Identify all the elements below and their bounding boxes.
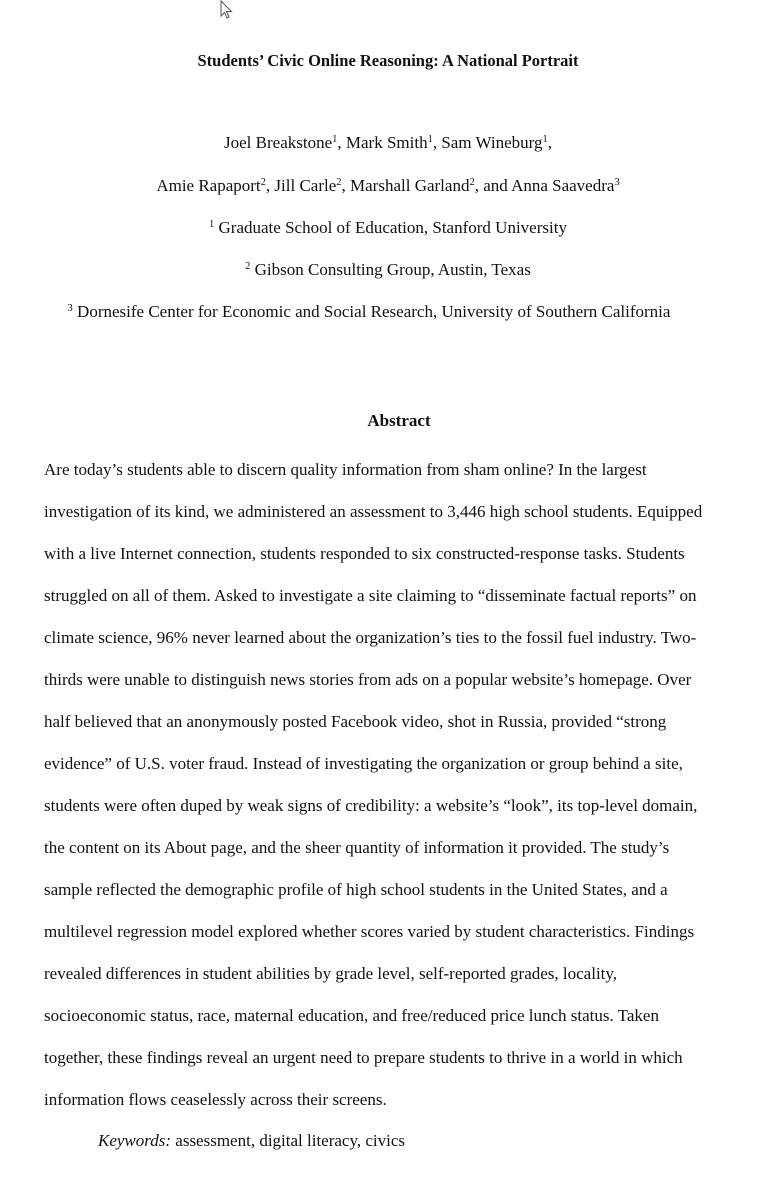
abstract-line: climate science, 96% never learned about the organization’s ties to the fossil fuel industry. Two- xyxy=(44,628,697,647)
author-name: Marshall Garland xyxy=(350,176,470,195)
abstract-heading: Abstract xyxy=(367,411,431,430)
abstract-line: multilevel regression model explored whether scores varied by student characteristics. Findings xyxy=(44,922,695,941)
abstract-line: investigation of its kind, we administered an assessment to 3,446 high school students. Equipped xyxy=(44,502,703,521)
abstract-line: the content on its About page, and the sheer quantity of information it provided. The study’s xyxy=(44,838,670,857)
affiliation-superscript: 1 xyxy=(209,219,215,230)
abstract-line: socioeconomic status, race, maternal education, and free/reduced price lunch status. Taken xyxy=(44,1006,659,1025)
affiliation-superscript: 3 xyxy=(67,303,73,314)
mouse-cursor-icon xyxy=(220,0,234,20)
affiliation-text: Graduate School of Education, Stanford University xyxy=(214,218,567,237)
affiliation-1 xyxy=(0,217,776,239)
author-name: Joel Breakstone xyxy=(224,133,333,152)
abstract-line: together, these findings reveal an urgent need to prepare students to thrive in a world in which xyxy=(44,1048,683,1067)
affiliation-3 xyxy=(0,301,757,323)
author-superscript: 2 xyxy=(260,177,266,188)
author-superscript: 1 xyxy=(427,134,433,145)
author-name: Sam Wineburg xyxy=(441,133,543,152)
affiliation-superscript: 2 xyxy=(245,261,251,272)
keywords-text: assessment, digital literacy, civics xyxy=(171,1131,406,1150)
author-superscript: 3 xyxy=(614,177,620,188)
abstract-line: half believed that an anonymously posted Facebook video, shot in Russia, provided “strong xyxy=(44,712,667,731)
author-superscript: 1 xyxy=(332,134,338,145)
author-superscript: 1 xyxy=(542,134,548,145)
author-name: Anna Saavedra xyxy=(511,176,615,195)
author-line-1: Joel Breakstone$^1$, Mark Smith$^1$, Sam Wineburg$^1$, xyxy=(224,133,552,152)
author-line-2: Amie Rapaport$^2$, Jill Carle$^2$, Marshall Garland$^2$, and Anna Saavedra$^3$ xyxy=(156,176,620,195)
author-name: Amie Rapaport xyxy=(156,176,261,195)
abstract-line: information flows ceaselessly across their screens. xyxy=(44,1090,387,1109)
abstract-line: thirds were unable to distinguish news stories from ads on a popular website’s homepage. Over xyxy=(44,670,692,689)
abstract-body xyxy=(44,449,748,1121)
abstract-line: Are today’s students able to discern quality information from sham online? In the largest xyxy=(44,460,647,479)
keywords xyxy=(98,1126,405,1156)
abstract-line: struggled on all of them. Asked to investigate a site claiming to “disseminate factual reports” on xyxy=(44,586,697,605)
author-name: Mark Smith xyxy=(345,133,428,152)
paper-title: Students’ Civic Online Reasoning: A National Portrait xyxy=(197,51,579,70)
abstract-line: revealed differences in student abilities by grade level, self-reported grades, locality, xyxy=(44,964,618,983)
affiliation-2 xyxy=(0,259,776,281)
abstract-line: with a live Internet connection, students responded to six constructed-response tasks. Students xyxy=(44,544,685,563)
abstract-line: evidence” of U.S. voter fraud. Instead of investigating the organization or group behind a site, xyxy=(44,754,683,773)
keywords-label: Keywords: xyxy=(98,1131,172,1150)
abstract-line: students were often duped by weak signs of credibility: a website’s “look”, its top-level domain, xyxy=(44,796,698,815)
author-superscript: 2 xyxy=(469,177,475,188)
author-superscript: 2 xyxy=(336,177,342,188)
affiliation-text: Dornesife Center for Economic and Social Research, University of Southern California xyxy=(72,302,671,321)
abstract-line: sample reflected the demographic profile of high school students in the United States, and a xyxy=(44,880,668,899)
author-name: Jill Carle xyxy=(274,176,337,195)
affiliation-text: Gibson Consulting Group, Austin, Texas xyxy=(250,260,531,279)
